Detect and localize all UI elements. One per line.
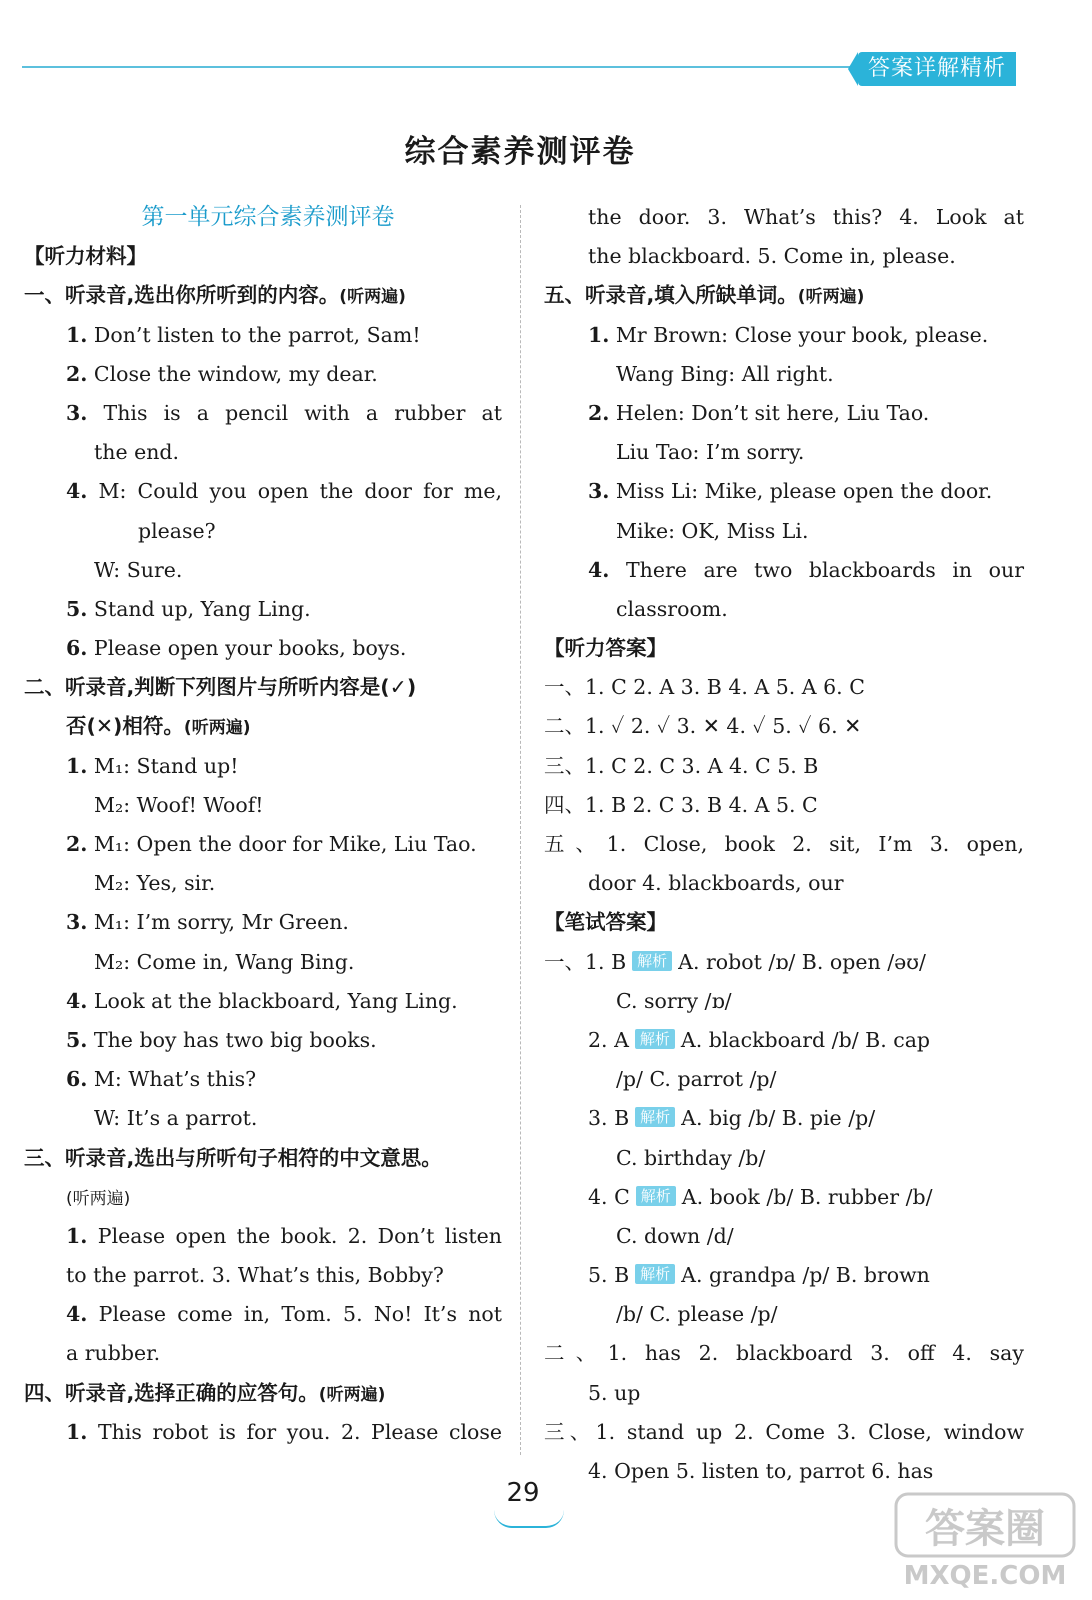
column-divider [520,205,521,1455]
line-text: Wang Bing: All right. [616,361,834,386]
right-line [544,472,1024,511]
line-text: 二、1. ✓ 2. ✓ 3. ✕ 4. ✓ 5. ✓ 6. ✕ [544,714,862,739]
right-line [544,1295,1024,1334]
left-line [24,1060,502,1099]
listen-twice-note: (听两遍) [66,1188,131,1209]
line-text: 【听力材料】 [24,244,147,269]
right-line [544,316,1024,355]
analysis-text: A. book /b/ B. rubber /b/ [681,1184,933,1209]
line-text: 【笔试答案】 [544,910,667,935]
line-text: W: Sure. [94,557,183,582]
line-text: Close the window, my dear. [87,361,378,386]
left-line [24,1178,502,1217]
analysis-text: A. grandpa /p/ B. brown [681,1263,930,1288]
line-text: 二、听录音,判断下列图片与所听内容是(✓) [24,675,417,700]
line-text: C. birthday /b/ [616,1145,766,1170]
left-line [24,629,502,668]
item-number: 4. [66,479,88,504]
right-line [544,1413,1024,1452]
line-text: Mike: OK, Miss Li. [616,518,809,543]
analysis-text: A. robot /ɒ/ B. open /əʊ/ [678,949,926,974]
line-text: C. sorry /ɒ/ [616,988,732,1013]
right-line [544,825,1024,864]
left-line [24,903,502,942]
analysis-badge: 解析 [632,951,672,971]
item-number: 4. [66,988,88,1013]
left-line [24,1256,502,1295]
right-line [544,1060,1024,1099]
item-number: 2. [588,400,610,425]
item-number: 1. [66,753,88,778]
line-text: 5. B [588,1263,630,1288]
listen-twice-note: (听两遍) [797,287,865,308]
right-line [544,982,1024,1021]
left-line [24,1217,502,1256]
line-text: Don’t listen to the parrot, Sam! [87,322,421,347]
line-text: Look at the blackboard, Yang Ling. [87,988,458,1013]
right-line [544,747,1024,786]
left-line [24,433,502,472]
left-line [24,394,502,433]
item-number: 3. [66,910,88,935]
analysis-badge: 解析 [635,1107,675,1127]
right-line [544,668,1024,707]
line-text: Stand up, Yang Ling. [87,596,311,621]
line-text: Helen: Don’t sit here, Liu Tao. [609,400,930,425]
line-text: M: Could you open the door for me, [87,479,502,504]
listen-twice-note: (听两遍) [339,287,406,308]
left-line [24,590,502,629]
right-line [544,629,1024,668]
line-text: Miss Li: Mike, please open the door. [609,479,993,504]
line-text: M: What’s this? [87,1067,257,1092]
line-text: 三、1. stand up 2. Come 3. Close, window [544,1419,1024,1444]
left-line [24,786,502,825]
page-number: 29 [506,1478,540,1508]
line-text: 四、1. B 2. C 3. B 4. A 5. C [544,792,818,817]
line-text: the blackboard. 5. Come in, please. [588,244,956,269]
left-line [24,1295,502,1334]
line-text: This robot is for you. 2. Please close [87,1419,502,1444]
line-text: door 4. blackboards, our [588,871,844,896]
line-text: to the parrot. 3. What’s this, Bobby? [66,1263,444,1288]
line-text: /b/ C. please /p/ [616,1302,778,1327]
line-text: M₂: Come in, Wang Bing. [94,949,355,974]
right-line [544,1021,1024,1060]
line-text: Mr Brown: Close your book, please. [609,322,989,347]
line-text: 一、1. B [544,949,627,974]
right-line [544,512,1024,551]
analysis-badge: 解析 [636,1186,676,1206]
item-number: 5. [66,596,88,621]
analysis-text: A. big /b/ B. pie /p/ [681,1106,876,1131]
left-line [24,1374,502,1413]
line-text: 2. A [588,1027,629,1052]
left-line [24,316,502,355]
line-text: This is a pencil with a rubber at [87,400,502,425]
line-text: 【听力答案】 [544,636,667,661]
line-text: 4. Open 5. listen to, parrot 6. has [588,1459,934,1483]
line-text: 三、1. C 2. C 3. A 4. C 5. B [544,753,819,778]
line-text: M₂: Yes, sir. [94,871,216,896]
line-text: There are two blackboards in our [609,557,1024,582]
left-column [24,198,502,1452]
item-number: 1. [66,1419,88,1444]
line-text: /p/ C. parrot /p/ [616,1067,777,1092]
item-number: 2. [66,361,88,386]
line-text: 三、听录音,选出与所听句子相符的中文意思。 [24,1145,442,1170]
item-number: 6. [66,1067,88,1092]
left-line [24,512,502,551]
left-line [24,276,502,315]
unit-title: 第一单元综合素养测评卷 [141,204,395,230]
svg-text:MXQE.COM: MXQE.COM [903,1561,1067,1591]
left-line [24,943,502,982]
right-line [544,433,1024,472]
right-line [544,590,1024,629]
header-rule [22,66,858,68]
line-text: Liu Tao: I’m sorry. [616,440,805,465]
right-line [544,707,1024,746]
right-line [544,551,1024,590]
listen-twice-note: (听两遍) [318,1384,386,1405]
page-title: 综合素养测评卷 [404,134,636,170]
right-line [544,1178,1024,1217]
watermark-logo [890,1484,1080,1594]
right-line [544,786,1024,825]
item-number: 5. [66,1027,88,1052]
line-text: 五、听录音,填入所缺单词。 [544,283,798,308]
line-text: W: It’s a parrot. [94,1106,258,1131]
line-text: 4. C [588,1184,630,1209]
listen-twice-note: (听两遍) [183,718,251,739]
line-text: 5. up [588,1380,641,1405]
item-number: 4. [66,1302,88,1327]
right-column [544,198,1024,1491]
analysis-text: A. blackboard /b/ B. cap [680,1027,931,1052]
item-number: 1. [66,322,88,347]
line-text: The boy has two big books. [87,1027,377,1052]
left-line [24,825,502,864]
item-number: 2. [66,832,88,856]
item-number: 3. [588,479,610,504]
line-text: 二、1. has 2. blackboard 3. off 4. say [544,1341,1024,1366]
left-line [24,1099,502,1138]
line-text: M₁: I’m sorry, Mr Green. [87,910,349,935]
right-line [544,1099,1024,1138]
line-text: M₁: Open the door for Mike, Liu Tao. [87,832,477,856]
line-text: 五、1. Close, book 2. sit, I’m 3. open, [544,832,1024,856]
left-line [24,1334,502,1373]
right-line [544,276,1024,315]
line-text: Please open the book. 2. Don’t listen [87,1223,502,1248]
line-text: 一、听录音,选出你所听到的内容。 [24,283,340,308]
line-text: classroom. [616,596,728,621]
line-text: the end. [94,440,180,465]
left-line [24,747,502,786]
right-line [544,1334,1024,1373]
line-text: Please come in, Tom. 5. No! It’s not [87,1302,502,1327]
left-line [24,1139,502,1178]
svg-text:答案圈: 答案圈 [925,1506,1045,1552]
left-line [24,355,502,394]
line-text: a rubber. [66,1341,161,1366]
line-text: the door. 3. What’s this? 4. Look at [588,205,1024,229]
line-text: 3. B [588,1106,630,1131]
left-line [24,1413,502,1452]
line-text: 一、1. C 2. A 3. B 4. A 5. A 6. C [544,675,865,700]
page-number-decoration [494,1510,564,1528]
line-text: 否(✕)相符。 [66,714,184,739]
left-line [24,1021,502,1060]
analysis-badge: 解析 [635,1264,675,1284]
right-line [544,1217,1024,1256]
item-number: 1. [588,322,610,347]
right-line [544,864,1024,903]
left-line [24,551,502,590]
left-lines [24,237,502,1452]
right-line [544,198,1024,237]
right-line [544,1139,1024,1178]
line-text: Please open your books, boys. [87,636,407,661]
line-text: M₂: Woof! Woof! [94,792,264,817]
right-line [544,1374,1024,1413]
left-line [24,707,502,746]
right-line [544,1256,1024,1295]
item-number: 1. [66,1223,88,1248]
header-tag: 答案详解精析 [858,52,1016,86]
line-text: 四、听录音,选择正确的应答句。 [24,1380,319,1405]
right-line [544,355,1024,394]
line-text: C. down /d/ [616,1223,734,1248]
item-number: 3. [66,400,88,425]
item-number: 4. [588,557,610,582]
line-text: M₁: Stand up! [87,753,239,778]
right-line [544,394,1024,433]
left-line [24,472,502,511]
analysis-badge: 解析 [635,1029,675,1049]
line-text: please? [138,518,216,543]
right-line [544,903,1024,942]
left-line [24,237,502,276]
left-line [24,864,502,903]
item-number: 6. [66,636,88,661]
right-line [544,943,1024,982]
left-line [24,982,502,1021]
right-lines [544,198,1024,1491]
right-line [544,237,1024,276]
left-line [24,668,502,707]
